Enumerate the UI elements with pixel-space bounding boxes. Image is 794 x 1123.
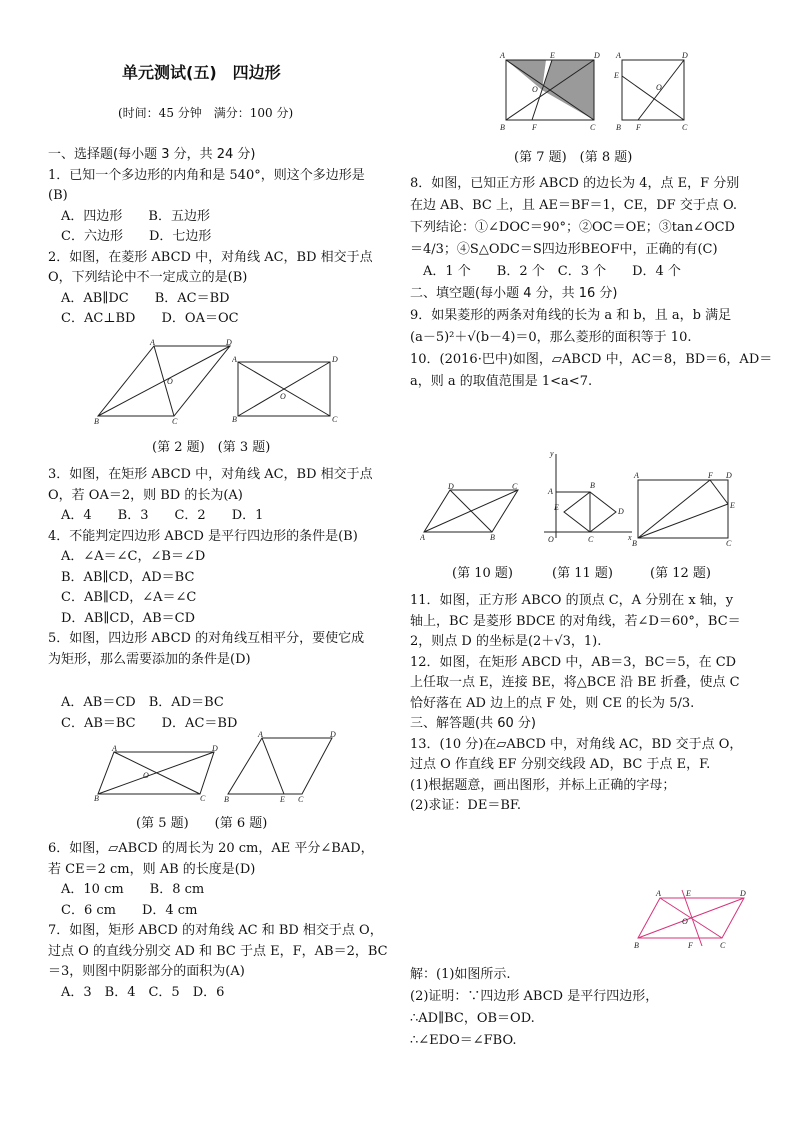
left3-line-1: C．AB＝BC D．AC＝BD	[48, 715, 238, 731]
right-line-1: 在边 AB、BC 上，且 AE＝BF＝1，CE，DF 交于点 O.	[410, 198, 737, 213]
svg-text:E: E	[550, 51, 555, 60]
svg-text:A: A	[500, 51, 505, 60]
left-line-4: C．六边形 D．七边形	[48, 229, 212, 244]
left2-line-1: O，若 OA＝2，则 BD 的长为(A)	[48, 487, 243, 503]
svg-text:B: B	[94, 417, 99, 426]
svg-text:C: C	[726, 539, 732, 546]
caption-q5-q6: (第 5 题) (第 6 题)	[136, 816, 268, 831]
right2-line-9: (1)根据题意，画出图形，并标上正确的字母；	[410, 777, 676, 793]
caption-q2-q3: (第 2 题) (第 3 题)	[152, 440, 271, 455]
left-line-1: 1．已知一个多边形的内角和是 540°，则这个多边形是	[48, 167, 365, 183]
right-line-5: 二、填空题(每小题 4 分，共 16 分)	[410, 286, 618, 301]
right-line-7: (a－5)²＋√(b－4)＝0，那么菱形的面积等于 10.	[410, 330, 692, 345]
svg-text:A: A	[232, 355, 237, 364]
right3-line-0: 解：(1)如图所示.	[410, 967, 511, 982]
left-line-5: 2．如图，在菱形 ABCD 中，对角线 AC，BD 相交于点	[48, 249, 373, 265]
svg-text:E: E	[280, 795, 285, 804]
right-line-8: 10．(2016·巴中)如图，▱ABCD 中，AC＝8，BD＝6，AD＝	[410, 352, 773, 367]
figure-q8-square	[614, 50, 694, 132]
svg-text:F: F	[708, 471, 713, 480]
right-line-0: 8．如图，已知正方形 ABCD 的边长为 4，点 E，F 分别	[410, 176, 740, 191]
svg-text:C: C	[512, 482, 518, 491]
right2-line-6: 三、解答题(共 60 分)	[410, 716, 536, 731]
right2-line-10: (2)求证：DE＝BF.	[410, 798, 522, 813]
svg-text:B: B	[94, 794, 99, 802]
left2-line-9: 为矩形，那么需要添加的条件是(D)	[48, 651, 251, 667]
svg-text:A: A	[112, 744, 117, 753]
svg-text:C: C	[682, 123, 688, 132]
svg-text:B: B	[224, 795, 229, 804]
svg-text:O: O	[656, 83, 662, 92]
svg-text:B: B	[632, 539, 637, 546]
left-line-6: O，下列结论中不一定成立的是(B)	[48, 270, 248, 285]
figure-q5-parallelogram	[90, 744, 220, 802]
right2-line-3: 12．如图，在矩形 ABCD 中，AB＝3，BC＝5，在 CD	[410, 654, 737, 670]
svg-text:D: D	[726, 471, 732, 480]
svg-text:D: D	[740, 889, 746, 898]
left4-line-6: ＝3，则图中阴影部分的面积为(A)	[48, 964, 245, 979]
left4-line-4: 7．如图，矩形 ABCD 的对角线 AC 和 BD 相交于点 O，	[48, 923, 383, 938]
left-line-7: A．AB∥DC B．AC＝BD	[48, 290, 230, 306]
svg-text:A: A	[634, 471, 639, 480]
svg-text:B: B	[634, 941, 639, 950]
left4-line-5: 过点 O 的直线分别交 AD 和 BC 于点 E，F，AB＝2，BC	[48, 943, 388, 959]
svg-text:y: y	[550, 450, 554, 458]
svg-text:O: O	[682, 917, 688, 926]
svg-text:C: C	[200, 794, 206, 802]
caption-q7-q8: (第 7 题) (第 8 题)	[514, 150, 633, 165]
page-subtitle: (时间：45 分钟 满分：100 分)	[118, 106, 294, 120]
svg-text:D: D	[212, 744, 218, 753]
figure-q2-rhombus	[92, 338, 242, 426]
svg-text:C: C	[590, 123, 596, 132]
svg-text:C: C	[298, 795, 304, 804]
svg-text:B: B	[490, 533, 495, 542]
svg-text:B: B	[590, 481, 595, 490]
right-line-9: a，则 a 的取值范围是 1<a<7.	[410, 374, 593, 389]
caption-q11: (第 11 题)	[552, 566, 613, 581]
figure-q10-parallelogram	[420, 482, 524, 544]
svg-text:D: D	[682, 51, 688, 60]
svg-text:F: F	[532, 123, 537, 132]
svg-text:C: C	[332, 415, 338, 424]
right2-line-8: 过点 O 作直线 EF 分别交线段 AD，BC 于点 E，F.	[410, 757, 711, 772]
left4-line-0: 6．如图，▱ABCD 的周长为 20 cm，AE 平分∠BAD，	[48, 841, 374, 856]
left4-line-7: A．3 B．4 C．5 D．6	[48, 984, 225, 1000]
left-line-3: A．四边形 B．五边形	[48, 208, 210, 224]
left4-line-2: A．10 cm B．8 cm	[48, 882, 205, 897]
figure-q6-parallelogram	[222, 730, 338, 804]
left2-line-8: 5．如图，四边形 ABCD 的对角线互相平分，要使它成	[48, 631, 365, 646]
svg-text:O: O	[548, 535, 554, 544]
svg-text:A: A	[548, 487, 553, 496]
left-line-8: C．AC⊥BD D．OA＝OC	[48, 311, 239, 326]
svg-text:O: O	[167, 377, 173, 386]
svg-text:E: E	[554, 503, 559, 512]
svg-text:E: E	[730, 501, 735, 510]
left2-line-7: D．AB∥CD，AB＝CD	[48, 610, 196, 626]
left2-line-3: 4．不能判定四边形 ABCD 是平行四边形的条件是(B)	[48, 528, 358, 544]
right-line-6: 9．如果菱形的两条对角线的长为 a 和 b，且 a，b 满足	[410, 308, 732, 323]
right2-line-4: 上任取一点 E，连接 BE，将△BCE 沿 BE 折叠，使点 C	[410, 675, 740, 690]
figure-q11-coordinate	[540, 450, 636, 546]
svg-text:F: F	[636, 123, 641, 132]
left2-line-5: B．AB∥CD，AD＝BC	[48, 569, 195, 585]
left-line-0: 一、选择题(每小题 3 分，共 24 分)	[48, 147, 256, 162]
svg-text:B: B	[500, 123, 505, 132]
svg-text:D: D	[448, 482, 454, 491]
svg-text:A: A	[656, 889, 661, 898]
svg-text:A: A	[420, 533, 425, 542]
svg-text:D: D	[332, 355, 338, 364]
caption-q12: (第 12 题)	[650, 566, 711, 581]
svg-text:D: D	[226, 338, 232, 347]
svg-text:B: B	[616, 123, 621, 132]
right2-line-1: 轴上，BC 是菱形 BDCE 的对角线，若∠D＝60°，BC＝	[410, 613, 741, 629]
figure-q3-rectangle	[232, 354, 338, 424]
svg-text:x: x	[628, 533, 632, 542]
svg-text:F: F	[688, 941, 693, 950]
svg-text:A: A	[258, 730, 263, 739]
left2-line-0: 3．如图，在矩形 ABCD 中，对角线 AC，BD 相交于点	[48, 467, 373, 482]
svg-text:A: A	[150, 338, 155, 347]
right2-line-7: 13．(10 分)在▱ABCD 中，对角线 AC，BD 交于点 O，	[410, 736, 743, 752]
left2-line-6: C．AB∥CD，∠A＝∠C	[48, 590, 197, 605]
caption-q10: (第 10 题)	[452, 566, 513, 581]
figure-q12-rectangle-fold	[630, 470, 738, 546]
svg-text:O: O	[532, 85, 538, 94]
right3-line-3: ∴∠EDO＝∠FBO.	[410, 1033, 517, 1048]
right-line-3: ＝4/3；④S△ODC＝S四边形BEOF中，正确的有(C)	[410, 242, 718, 257]
left2-line-4: A．∠A＝∠C，∠B＝∠D	[48, 549, 206, 564]
figure-q7-rectangle-shaded	[498, 50, 602, 132]
svg-text:C: C	[172, 417, 178, 426]
right3-line-1: (2)证明：∵四边形 ABCD 是平行四边形，	[410, 989, 659, 1004]
svg-text:A: A	[616, 51, 621, 60]
svg-text:D: D	[594, 51, 600, 60]
svg-text:E: E	[686, 889, 691, 898]
left2-line-2: A．4 B．3 C．2 D．1	[48, 508, 264, 523]
right2-line-5: 恰好落在 AD 边上的点 F 处，则 CE 的长为 5/3.	[410, 695, 695, 711]
svg-text:D: D	[618, 507, 624, 516]
page-title: 单元测试(五) 四边形	[122, 63, 281, 82]
svg-text:O: O	[280, 392, 286, 401]
svg-text:C: C	[720, 941, 726, 950]
right2-line-2: 2，则点 D 的坐标是(2＋√3，1).	[410, 634, 602, 649]
right-line-2: 下列结论：①∠DOC＝90°；②OC＝OE；③tan∠OCD	[410, 220, 735, 235]
left4-line-3: C．6 cm D．4 cm	[48, 902, 198, 918]
right-line-4: A．1 个 B．2 个 C．3 个 D．4 个	[410, 264, 681, 279]
svg-text:E: E	[614, 71, 619, 80]
svg-text:C: C	[588, 535, 594, 544]
left4-line-1: 若 CE＝2 cm，则 AB 的长度是(D)	[48, 861, 256, 877]
svg-text:O: O	[143, 771, 149, 780]
svg-text:B: B	[232, 415, 237, 424]
left3-line-0: A．AB＝CD B．AD＝BC	[48, 695, 224, 710]
left-line-2: (B)	[48, 188, 68, 203]
figure-q13-answer	[630, 888, 750, 954]
right3-line-2: ∴AD∥BC，OB＝OD.	[410, 1011, 535, 1026]
right2-line-0: 11．如图，正方形 ABCO 的顶点 C，A 分别在 x 轴，y	[410, 593, 734, 608]
svg-text:D: D	[330, 730, 336, 739]
